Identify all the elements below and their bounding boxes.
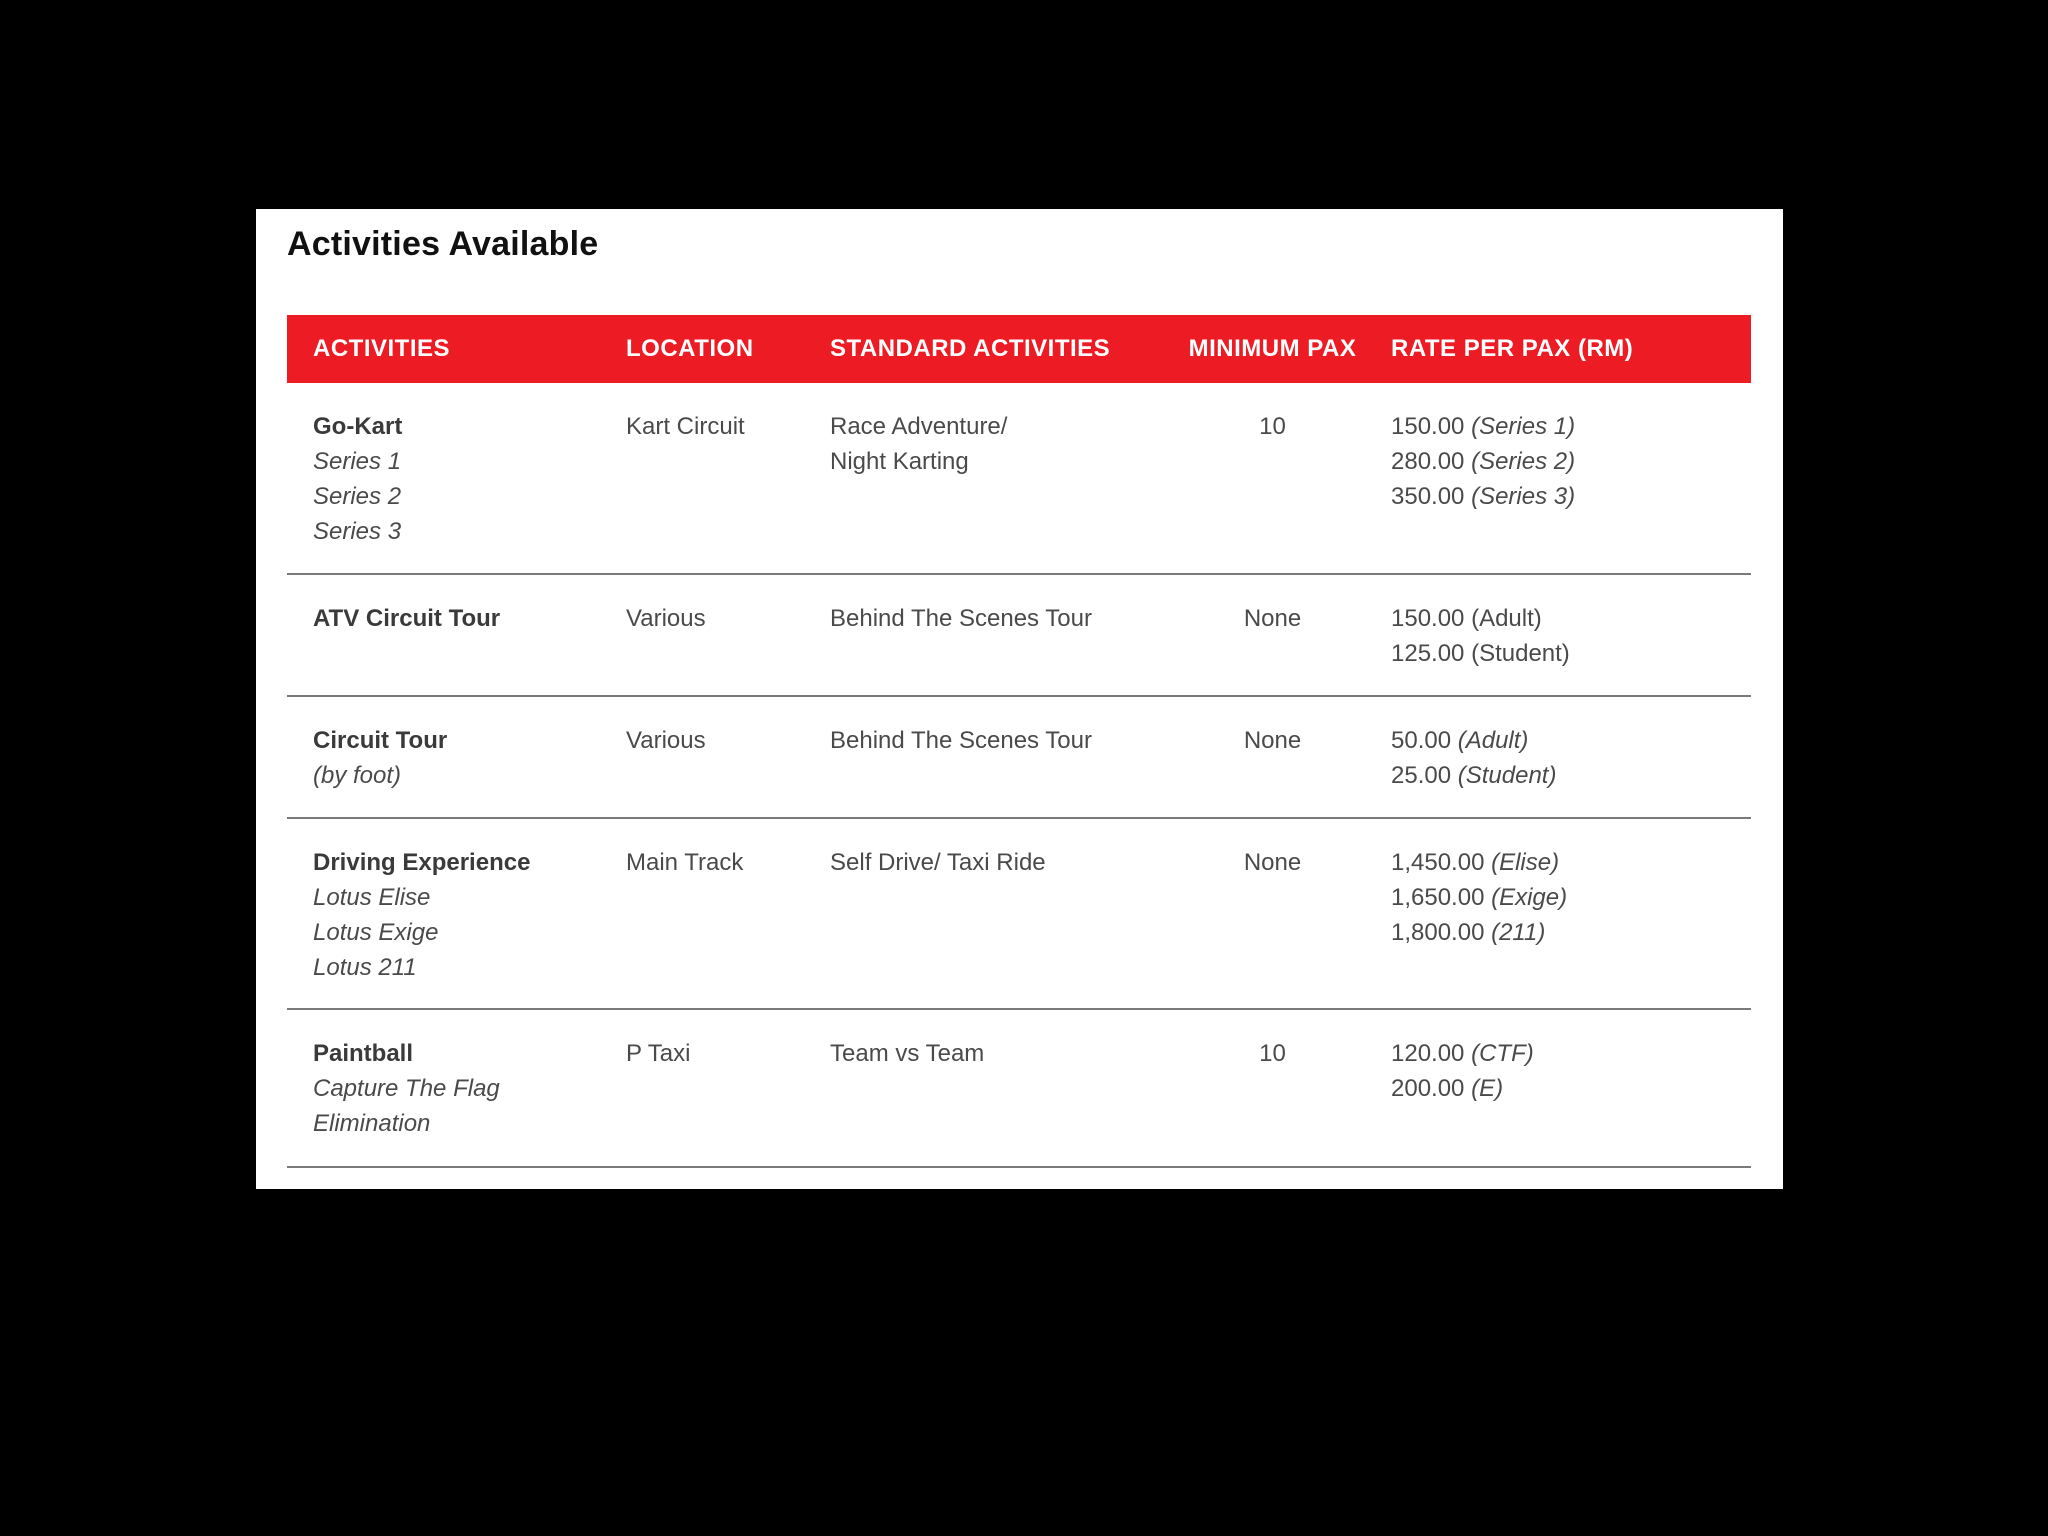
rate-line <box>1391 636 1751 671</box>
table-row <box>287 574 1751 696</box>
rate-line <box>1391 880 1751 915</box>
rate-line <box>1391 444 1751 479</box>
activity-subitem: Elimination <box>313 1110 431 1137</box>
location-cell: Various <box>600 696 804 818</box>
rate-line <box>1391 479 1751 514</box>
rate-cell <box>1365 818 1751 1009</box>
activity-subitem: Lotus 211 <box>313 954 417 981</box>
table-row <box>287 696 1751 818</box>
rate-line <box>1391 758 1751 793</box>
rate-line <box>1391 601 1751 636</box>
standard-activities-cell <box>804 383 1180 574</box>
minimum-pax-cell: None <box>1180 574 1365 696</box>
activity-cell <box>287 383 600 574</box>
rate-note: (Student) <box>1457 762 1557 789</box>
rate-note: (Exige) <box>1491 884 1568 911</box>
rate-note: (Adult) <box>1457 727 1529 754</box>
rate-amount: 50.00 <box>1391 727 1452 754</box>
rate-amount: 350.00 <box>1391 483 1465 510</box>
rate-note: (Student) <box>1471 640 1570 667</box>
standard-activity-line: Behind The Scenes Tour <box>830 605 1092 632</box>
activity-cell <box>287 696 600 818</box>
rate-line <box>1391 845 1751 880</box>
rate-note: (Adult) <box>1471 605 1542 632</box>
activity-subitem: (by foot) <box>313 762 402 789</box>
rate-amount: 150.00 <box>1391 413 1465 440</box>
rate-cell <box>1365 574 1751 696</box>
rate-line <box>1391 915 1751 950</box>
standard-activities-cell <box>804 574 1180 696</box>
rate-cell <box>1365 696 1751 818</box>
rate-line <box>1391 409 1751 444</box>
activity-subitem: Lotus Elise <box>313 884 431 911</box>
rate-note: (E) <box>1471 1075 1504 1102</box>
rate-line <box>1391 1071 1751 1106</box>
rate-amount: 1,800.00 <box>1391 919 1485 946</box>
rate-cell <box>1365 1009 1751 1167</box>
location-cell: Main Track <box>600 818 804 1009</box>
rate-amount: 200.00 <box>1391 1075 1465 1102</box>
location-cell: Kart Circuit <box>600 383 804 574</box>
rate-note: (Series 2) <box>1471 448 1576 475</box>
standard-activity-line: Behind The Scenes Tour <box>830 727 1092 754</box>
table-row <box>287 818 1751 1009</box>
table-row <box>287 383 1751 574</box>
location-cell: Various <box>600 574 804 696</box>
standard-activity-line: Self Drive/ Taxi Ride <box>830 849 1046 876</box>
activity-name: Driving Experience <box>313 849 531 876</box>
activities-table <box>287 315 1751 1168</box>
activity-cell <box>287 1009 600 1167</box>
minimum-pax-cell: None <box>1180 696 1365 818</box>
minimum-pax-cell: 10 <box>1180 1009 1365 1167</box>
activity-subitem: Lotus Exige <box>313 919 439 946</box>
activity-subitem: Series 3 <box>313 518 402 545</box>
rate-cell <box>1365 383 1751 574</box>
activities-panel <box>256 209 1783 1189</box>
rate-note: (211) <box>1491 919 1546 946</box>
activity-name: Paintball <box>313 1040 414 1067</box>
column-header-activities: ACTIVITIES <box>313 335 451 362</box>
activity-subitem: Series 2 <box>313 483 402 510</box>
column-header-minimum-pax: MINIMUM PAX <box>1188 335 1357 362</box>
activity-name: Circuit Tour <box>313 727 448 754</box>
rate-amount: 125.00 <box>1391 640 1465 667</box>
rate-note: (Elise) <box>1491 849 1560 876</box>
rate-amount: 120.00 <box>1391 1040 1465 1067</box>
column-header-standard-activities: STANDARD ACTIVITIES <box>830 335 1111 362</box>
table-header-row <box>287 315 1751 383</box>
minimum-pax-cell: None <box>1180 818 1365 1009</box>
standard-activity-line: Race Adventure/ <box>830 413 1008 440</box>
rate-amount: 280.00 <box>1391 448 1465 475</box>
rate-note: (CTF) <box>1471 1040 1534 1067</box>
column-header-rate-per-pax: RATE PER PAX (RM) <box>1391 335 1634 362</box>
rate-line <box>1391 723 1751 758</box>
activity-cell <box>287 818 600 1009</box>
standard-activity-line: Team vs Team <box>830 1040 985 1067</box>
standard-activities-cell <box>804 696 1180 818</box>
activity-cell <box>287 574 600 696</box>
activity-name: Go-Kart <box>313 413 403 440</box>
rate-amount: 150.00 <box>1391 605 1465 632</box>
location-cell: P Taxi <box>600 1009 804 1167</box>
standard-activity-line: Night Karting <box>830 448 969 475</box>
standard-activities-cell <box>804 1009 1180 1167</box>
rate-note: (Series 3) <box>1471 483 1576 510</box>
page-title: Activities Available <box>287 225 599 263</box>
rate-amount: 1,650.00 <box>1391 884 1485 911</box>
table-row <box>287 1009 1751 1167</box>
rate-amount: 25.00 <box>1391 762 1452 789</box>
activity-subitem: Capture The Flag <box>313 1075 500 1102</box>
activity-subitem: Series 1 <box>313 448 402 475</box>
rate-amount: 1,450.00 <box>1391 849 1485 876</box>
column-header-location: LOCATION <box>626 335 754 362</box>
rate-note: (Series 1) <box>1471 413 1576 440</box>
standard-activities-cell <box>804 818 1180 1009</box>
rate-line <box>1391 1036 1751 1071</box>
activity-name: ATV Circuit Tour <box>313 605 501 632</box>
minimum-pax-cell: 10 <box>1180 383 1365 574</box>
